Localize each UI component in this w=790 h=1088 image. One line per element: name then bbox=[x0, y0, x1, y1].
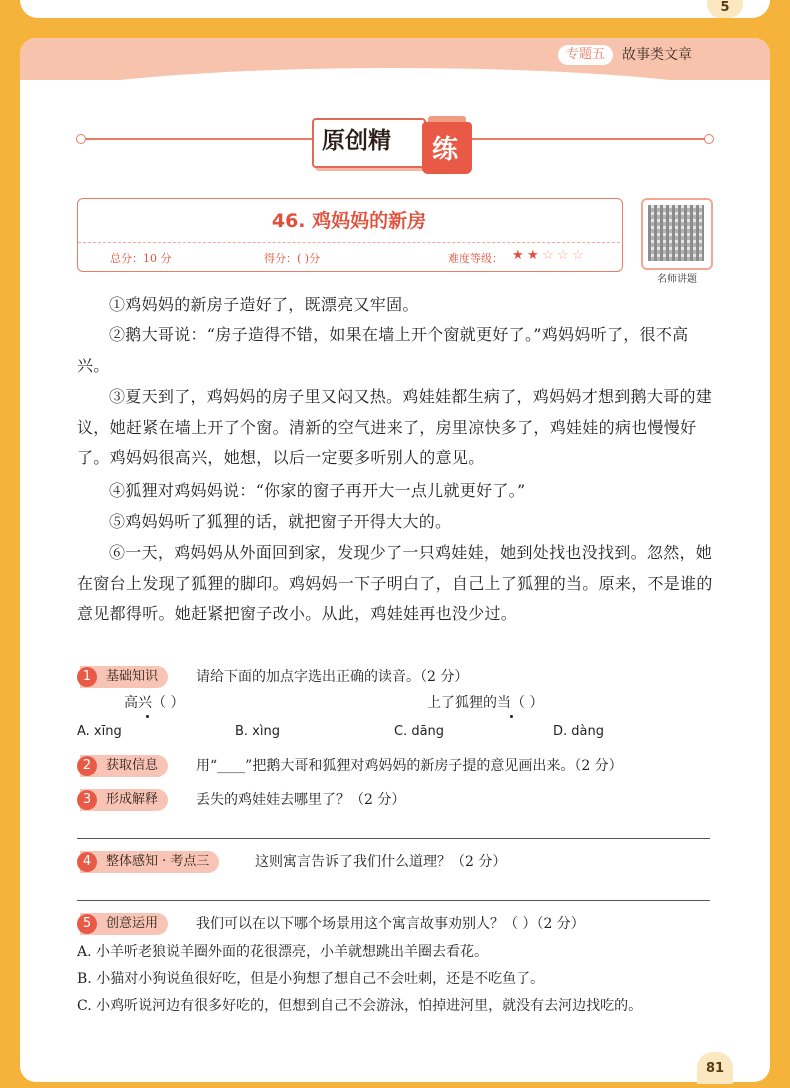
topic-title: 故事类文章 bbox=[622, 47, 692, 63]
section-badge-text: 练 bbox=[432, 135, 459, 165]
title-box-divider bbox=[78, 242, 620, 243]
previous-page-edge bbox=[20, 0, 770, 18]
score-field: 得分：( )分 bbox=[264, 252, 321, 265]
rule-end-dot bbox=[704, 134, 714, 144]
star-empty-icon: ☆ bbox=[557, 248, 569, 263]
passage-paragraph-4: ④狐狸对鸡妈妈说：“你家的窗子再开大一点儿就更好了。” bbox=[109, 481, 526, 500]
emphasis-dot bbox=[510, 715, 513, 718]
passage-paragraph-2: ②鹅大哥说：“房子造得不错，如果在墙上开个窗就更好了。”鸡妈妈听了，很不高兴。 bbox=[77, 325, 689, 375]
question-3-tag: 形成解释 bbox=[80, 789, 168, 811]
passage-paragraph-3: ③夏天到了，鸡妈妈的房子里又闷又热。鸡娃娃都生病了，鸡妈妈才想到鹅大哥的建议，她赶紧在墙上开了个窗。清新的空气进来了，房里凉快多了，鸡娃娃的病也慢慢好了。鸡妈妈很高兴，她想，以后一定要多听别人的意见。 bbox=[77, 387, 713, 467]
question-5-text: 我们可以在以下哪个场景用这个寓言故事劝别人？（ ）（2 分） bbox=[196, 916, 585, 932]
emphasis-dot bbox=[146, 715, 149, 718]
question-1-option-a[interactable]: A. xīng bbox=[77, 724, 122, 739]
passage-paragraph-6: ⑥一天，鸡妈妈从外面回到家，发现少了一只鸡娃娃，她到处找也没找到。忽然，她在窗台上发现了狐狸的脚印。鸡妈妈一下子明白了，自己上了狐狸的当。原来，不是谁的意见都得听。她赶紧把窗子改小。从此，鸡娃娃再也没少过。 bbox=[77, 543, 713, 623]
rule-end-dot bbox=[76, 134, 86, 144]
question-5-option-b[interactable]: B. 小猫对小狗说鱼很好吃，但是小狗想了想自己不会吐刺，还是不吃鱼了。 bbox=[77, 971, 545, 987]
question-5-option-c[interactable]: C. 小鸡听说河边有很多好吃的，但想到自己不会游泳，怕掉进河里，就没有去河边找吃的。 bbox=[77, 998, 643, 1014]
lesson-title: 46. 鸡妈妈的新房 bbox=[271, 210, 427, 232]
star-empty-icon: ☆ bbox=[572, 248, 584, 263]
difficulty-label: 难度等级： bbox=[448, 252, 503, 265]
question-2-number: 2 bbox=[77, 756, 97, 776]
question-4-number: 4 bbox=[77, 852, 97, 872]
star-filled-icon: ★ bbox=[512, 248, 524, 263]
star-empty-icon: ☆ bbox=[542, 248, 554, 263]
passage-paragraph-1: ①鸡妈妈的新房子造好了，既漂亮又牢固。 bbox=[109, 295, 419, 314]
question-1-word-2: 上了狐狸的当（ ） bbox=[427, 695, 544, 711]
answer-line-3[interactable] bbox=[77, 838, 710, 839]
question-4-tag: 整体感知 · 考点三 bbox=[80, 851, 219, 873]
previous-page-number: 5 bbox=[707, 0, 743, 18]
question-2-text: 用“____”把鹅大哥和狐狸对鸡妈妈的新房子提的意见画出来。（2 分） bbox=[196, 758, 623, 774]
question-1-text: 请给下面的加点字选出正确的读音。（2 分） bbox=[196, 669, 469, 685]
question-1-option-b[interactable]: B. xìng bbox=[235, 724, 280, 739]
question-3-number: 3 bbox=[77, 790, 97, 810]
question-1-tag: 基础知识 bbox=[80, 666, 168, 688]
topic-tag: 专题五 bbox=[558, 45, 613, 65]
question-5-number: 5 bbox=[77, 914, 97, 934]
question-1-option-d[interactable]: D. dàng bbox=[553, 724, 604, 739]
question-5-tag: 创意运用 bbox=[80, 913, 168, 935]
ribbon-rule-left bbox=[80, 138, 312, 140]
question-2-tag: 获取信息 bbox=[80, 755, 168, 777]
ribbon-rule-right bbox=[472, 138, 708, 140]
answer-line-4[interactable] bbox=[77, 900, 710, 901]
question-1-option-c[interactable]: C. dāng bbox=[394, 724, 445, 739]
qr-code-image[interactable] bbox=[648, 205, 704, 261]
question-1-word-1: 高兴（ ） bbox=[124, 695, 185, 711]
qr-code-label: 名师讲题 bbox=[657, 274, 697, 285]
question-1-number: 1 bbox=[77, 667, 97, 687]
question-3-text: 丢失的鸡娃娃去哪里了？（2 分） bbox=[196, 792, 406, 808]
question-5-option-a[interactable]: A. 小羊听老狼说羊圈外面的花很漂亮，小羊就想跳出羊圈去看花。 bbox=[77, 944, 489, 960]
section-ribbon-text: 原创精 bbox=[322, 128, 391, 154]
star-filled-icon: ★ bbox=[527, 248, 539, 263]
page-number: 81 bbox=[697, 1052, 733, 1084]
total-score: 总分：10 分 bbox=[110, 252, 172, 265]
question-4-text: 这则寓言告诉了我们什么道理？（2 分） bbox=[255, 854, 507, 870]
passage-paragraph-5: ⑤鸡妈妈听了狐狸的话，就把窗子开得大大的。 bbox=[109, 512, 452, 531]
